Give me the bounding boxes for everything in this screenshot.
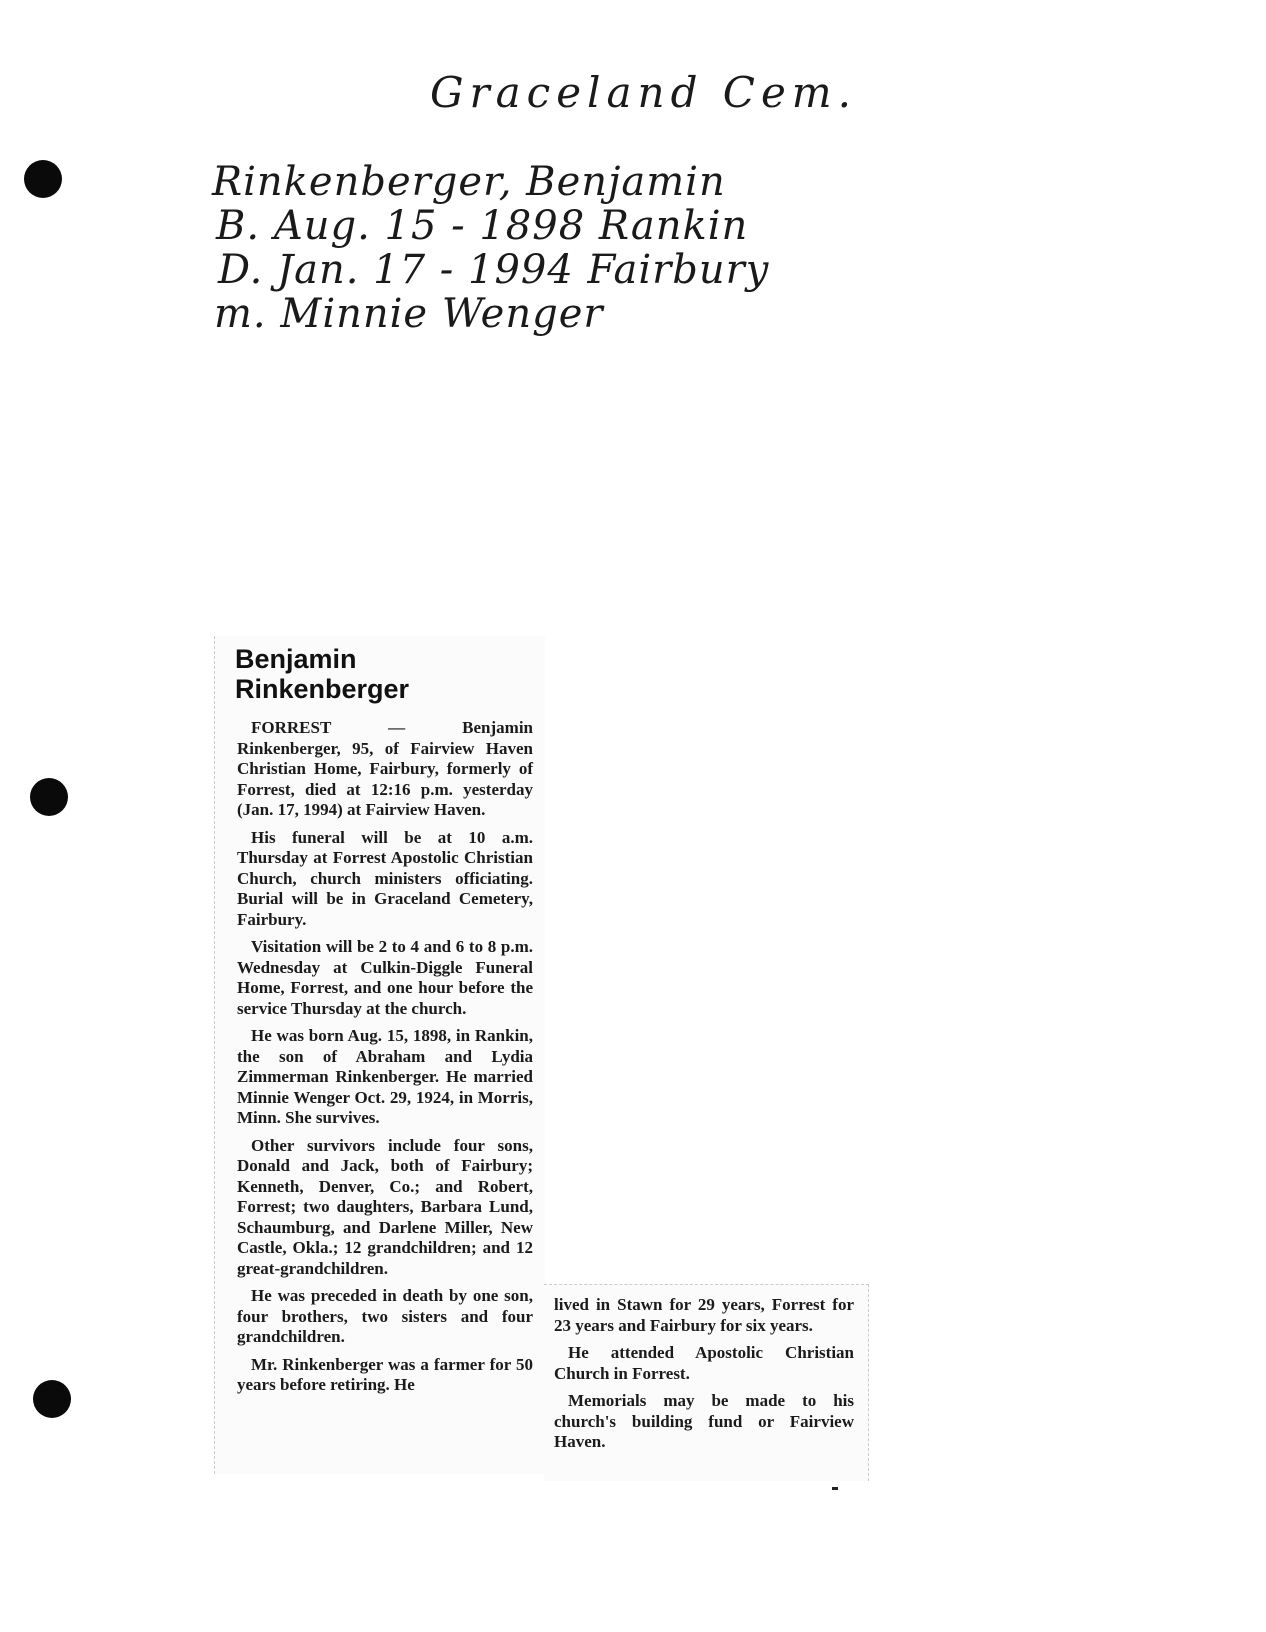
obituary-clipping-main xyxy=(214,636,545,1474)
obituary-clipping-continuation xyxy=(544,1284,869,1481)
paragraph: Visitation will be 2 to 4 and 6 to 8 p.m. Wednesday at Culkin-Diggle Funeral Home, Forrest, and one hour before the service Thursday at the church. xyxy=(237,937,533,1018)
handwritten-name: Rinkenberger, Benjamin xyxy=(212,159,726,205)
handwritten-cemetery-note: Graceland Cem. xyxy=(430,68,857,117)
punch-hole-bottom xyxy=(33,1380,71,1418)
punch-hole-top xyxy=(24,160,62,198)
handwritten-marriage: m. Minnie Wenger xyxy=(214,291,604,337)
scan-speck xyxy=(832,1487,838,1490)
paragraph: FORREST — Benjamin Rinkenberger, 95, of Fairview Haven Christian Home, Fairbury, formerly of Forrest, died at 12:16 p.m. yesterday (Jan. 17, 1994) at Fairview Haven. xyxy=(237,718,533,819)
paragraph: Memorials may be made to his church's building fund or Fairview Haven. xyxy=(554,1391,854,1451)
paragraph: He was preceded in death by one son, four brothers, two sisters and four grandchildren. xyxy=(237,1286,533,1346)
punch-hole-middle xyxy=(30,778,68,816)
handwritten-death: D. Jan. 17 - 1994 Fairbury xyxy=(218,247,770,293)
paragraph: Mr. Rinkenberger was a farmer for 50 years before retiring. He xyxy=(237,1354,533,1394)
paragraph: He attended Apostolic Christian Church in Forrest. xyxy=(554,1343,854,1383)
paragraph: Other survivors include four sons, Donald and Jack, both of Fairbury; Kenneth, Denver, Co.; and Robert, Forrest; two daughters, Barbara Lund, Schaumburg, and Darlene Miller, New Castle, Okla.; 12 grandchildren; and 12 great-grandchildren. xyxy=(237,1135,533,1278)
paragraph: lived in Stawn for 29 years, Forrest for 23 years and Fairbury for six years. xyxy=(554,1295,854,1335)
obituary-headline xyxy=(235,644,545,704)
handwritten-birth: B. Aug. 15 - 1898 Rankin xyxy=(216,203,749,249)
handwritten-record xyxy=(212,159,770,337)
obituary-column-2 xyxy=(544,1285,868,1453)
headline-first-name: Benjamin xyxy=(235,644,357,674)
obituary-column-1 xyxy=(215,718,545,1396)
headline-last-name: Rinkenberger xyxy=(235,674,410,704)
paragraph: He was born Aug. 15, 1898, in Rankin, the son of Abraham and Lydia Zimmerman Rinkenberger. He married Minnie Wenger Oct. 29, 1924, in Morris, Minn. She survives. xyxy=(237,1026,533,1127)
paragraph: His funeral will be at 10 a.m. Thursday at Forrest Apostolic Christian Church, church ministers officiating. Burial will be in Graceland Cemetery, Fairbury. xyxy=(237,827,533,929)
